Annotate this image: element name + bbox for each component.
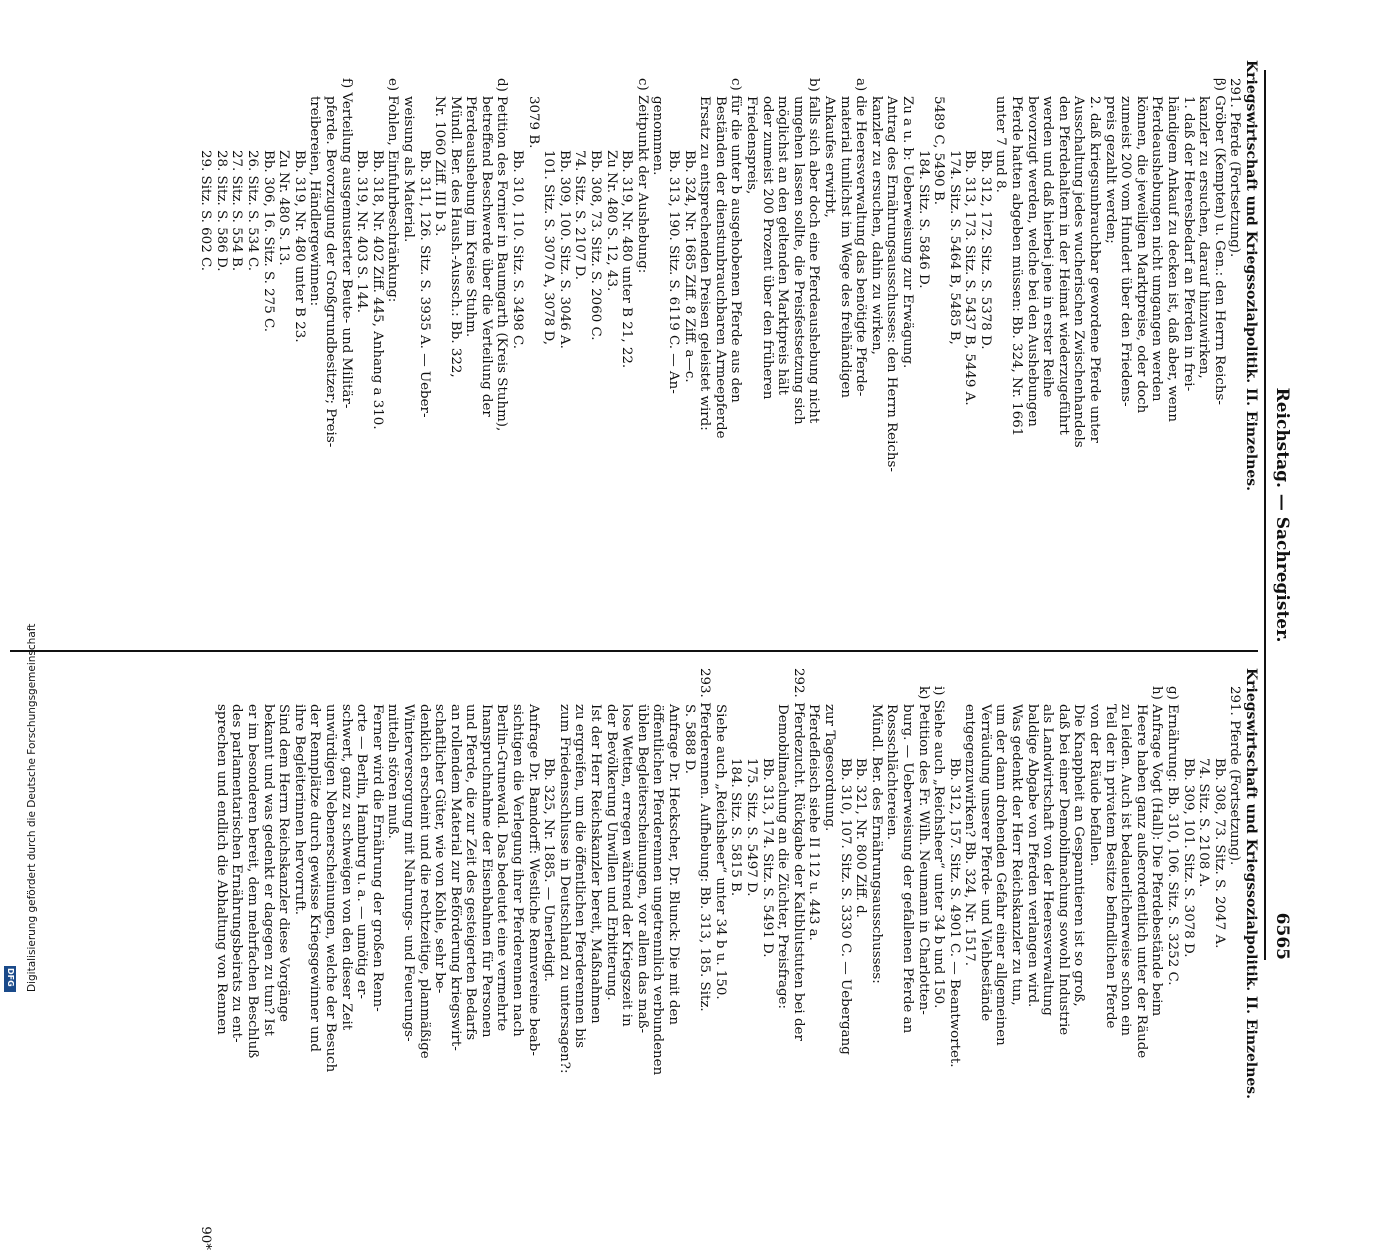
left-entry-line: Antrag des Ernährungsausschusses: den Herrn Reichs- — [884, 96, 900, 472]
right-entry-line: als Landwirtschaft von der Heeresverwaltung — [1040, 704, 1056, 1016]
footer-mark: 90* — [198, 1226, 214, 1250]
left-entry-line: 2. daß kriegsunbrauchbar gewordene Pferde unter — [1087, 96, 1103, 443]
right-entry-line: unwürdigen Nebenerscheinungen, welche der Besuch — [322, 704, 338, 1073]
running-head-title: Reichstag. — Sachregister. — [1272, 387, 1292, 643]
right-entry-line: orte — Berlin, Hamburg u. a. — unnötig er- — [354, 704, 370, 999]
left-entry-line: Bb. 319, Nr. 480 unter B 23. — [291, 150, 307, 343]
right-entry-line: Mündl. Ber. des Ernährungsausschusses: — [868, 704, 884, 984]
right-entry-line: baldige Abgabe von Pferden verlangen wird. — [1024, 704, 1040, 1008]
left-entry-line: 74. Sitz. S. 2107 D. — [572, 150, 588, 281]
left-entry-line: a) die Heeresverwaltung das benötigte Pferde- — [853, 78, 869, 397]
right-entry-line: um der dann drohenden Gefahr einer allgemeinen — [993, 704, 1009, 1046]
left-entry-line: Bb. 311, 126. Sitz. S. 3935 A. — Ueber- — [416, 150, 432, 418]
right-entry-line: des parlamentarischen Ernährungsbeirats zu ent- — [229, 704, 245, 1043]
right-entry-line: Heere haben ganz außerordentlich unter der Räude — [1133, 704, 1149, 1059]
right-entry-line: Bb. 309, 101. Sitz. S. 3078 D. — [1180, 758, 1196, 958]
right-entry-line: der Bevölkerung Unwillen und Erbitterung. — [603, 704, 619, 1001]
left-entry-line: Mündl. Ber. des Haush.-Aussch.: Bb. 322, — [447, 96, 463, 378]
left-entry-line: Bb. 306, 16. Sitz. S. 275 C. — [260, 150, 276, 333]
left-entry-line: Bb. 310, 110. Sitz. S. 3498 C. — [510, 150, 526, 350]
left-entry-line: treibereien, Händlergewinnen: — [307, 96, 323, 307]
funding-sidenote — [0, 0, 40, 1000]
left-entry-line: 28. Sitz. S. 586 D. — [213, 150, 229, 272]
right-entry-line: Bb. 308, 73. Sitz. S. 2047 A. — [1211, 758, 1227, 949]
right-entry-line: Die Knappheit an Gespanntieren ist so groß, — [1071, 704, 1087, 1007]
right-section-heading: Kriegswirtschaft und Kriegssozialpolitik. II. Einzelnes. — [1243, 668, 1259, 1100]
right-entry-line: 184. Sitz. S. 5815 B. — [728, 758, 744, 897]
right-entry-line: schaftlicher Güter, wie von Kohle, sehr be- — [432, 704, 448, 994]
right-entry-line: denklich erscheint und die rechtzeitige, planmäßige — [416, 704, 432, 1059]
right-entry-line: Bb. 312, 157. Sitz. S. 4901 C. — Beantwortet. — [946, 758, 962, 1068]
left-entry-line: Bb. 313, 173. Sitz. S. 5437 B, 5449 A. — [962, 150, 978, 406]
right-entry-line: an rollendem Material zur Beförderung kriegswirt- — [447, 704, 463, 1051]
left-entry-line: 101. Sitz. S. 3070 A, 3078 D, — [541, 150, 557, 346]
right-entry-line: daß bei einer Demobilmachung sowohl Industrie — [1055, 704, 1071, 1036]
right-entry-line: i) Siehe auch „Reichsheer“ unter 34 b und 150. — [931, 686, 947, 1009]
right-entry-line: zum Friedensschlusse in Deutschland zu untersagen?: — [556, 704, 572, 1074]
right-entry-line: Inanspruchnahme der Eisenbahnen für Personen — [478, 704, 494, 1038]
right-subheading: 291. Pferde (Fortsetzung). — [1227, 686, 1243, 866]
right-entry-line: sprechen und endlich die Abhaltung von Rennen — [213, 704, 229, 1035]
left-entry-line: Beständen der dienstunbrauchbaren Armeepferde — [712, 96, 728, 439]
left-entry-line: Zu Nr. 480 S. 13. — [276, 150, 292, 266]
right-column — [198, 668, 1258, 1258]
left-entry-list — [198, 60, 1227, 620]
left-entry-line: kanzler zu ersuchen, dahin zu wirken, — [868, 96, 884, 355]
right-entry-line: bekannt und was gedenkt er dagegen zu tun? Ist — [260, 704, 276, 1037]
right-entry-line: Pferdefleisch siehe II 112 u. 443 a. — [806, 704, 822, 941]
right-entry-line: Bb. 310, 107. Sitz. S. 3330 C. — Uebergang — [837, 758, 853, 1055]
left-section-heading: Kriegswirtschaft und Kriegssozialpolitik. II. Einzelnes. — [1243, 60, 1259, 492]
right-entry-line: mitteln stören muß. — [385, 704, 401, 839]
right-entry-line: sichtigen die Verlegung ihrer Pferderennen nach — [510, 704, 526, 1037]
left-entry-line: werden und daß hierbei jene in erster Reihe — [1040, 96, 1056, 398]
right-entry-line: Bb. 321, Nr. 800 Ziff. d. — [853, 758, 869, 918]
left-entry-line: Zu Nr. 480 S. 12, 43. — [603, 150, 619, 292]
left-entry-line: 5489 C, 5490 B. — [931, 96, 947, 206]
right-entry-line: Berlin-Grunewald. Das bedeutet eine vermehrte — [494, 704, 510, 1032]
right-entry-line: öffentlichen Pferderennen ungetrennlich verbundenen — [650, 704, 666, 1076]
right-entry-line: 175. Sitz. S. 5497 D. — [744, 758, 759, 897]
left-entry-line: β) Gröber (Kempten) u. Gen.: den Herrn Reichs- — [1211, 78, 1227, 405]
left-entry-line: f) Verteilung ausgemusterter Beute- und Militär- — [338, 78, 354, 409]
header-rule — [1264, 70, 1266, 960]
left-entry-line: Bb. 318, Nr. 402 Ziff. 445, Anhang a 310. — [369, 150, 385, 430]
right-entry-line: Was gedenkt der Herr Reichskanzler zu tun, — [1009, 704, 1025, 1006]
right-entry-line: Bb. 313, 174. Sitz. S. 5491 D. — [759, 758, 775, 958]
left-subheading: 291. Pferde (Fortsetzung). — [1227, 78, 1243, 258]
right-entry-line: der Rennplätze durch gewisse Kriegsgewinner und — [307, 704, 323, 1052]
left-entry-line: bevorzugt werden, welche bei den Aushebungen — [1024, 96, 1040, 427]
right-entry-line: zu leiden. Auch ist bedauerlicherweise schon ein — [1118, 704, 1134, 1037]
right-entry-line: burg. — Ueberweisung der gefallenen Pferde an — [899, 704, 915, 1034]
right-entry-list — [213, 668, 1227, 1258]
left-entry-line: kanzler zu ersuchen, darauf hinzuwirken, — [1196, 96, 1212, 379]
right-entry-line: Winterversorgung mit Nahrungs- und Feuerungs- — [400, 704, 416, 1042]
left-entry-line: c) Zeitpunkt der Aushebung: — [634, 78, 650, 274]
left-column — [198, 60, 1258, 620]
right-entry-line: k) Petition des Fr. Wilh. Neumann in Charlotten- — [915, 686, 931, 1015]
left-entry-line: 1. daß der Heeresbedarf an Pferden in frei- — [1180, 96, 1196, 392]
left-entry-line: material tunlichst im Wege des freihändigen — [837, 96, 853, 399]
left-entry-line: d) Petition des Fornier in Baumgarth (Kreis Stuhm), — [494, 78, 510, 432]
right-entry-line: 292. Pferdezucht. Rückgabe der Kaltblutstuten bei der — [790, 668, 806, 1041]
left-entry-line: unter 7 und 8. — [993, 96, 1009, 193]
left-entry-line: Pferde hatten abgeben müssen: Bb. 324, Nr. 1661 — [1009, 96, 1025, 437]
left-entry-line: Ankaufes erwirbt, — [821, 96, 837, 218]
left-entry-line: Friedenspreis, — [744, 96, 759, 195]
right-entry-line: entgegenzuwirken? Bb. 324, Nr. 1517. — [962, 704, 978, 966]
left-entry-line: Nr. 1060 Ziff. III b 3. — [432, 96, 448, 237]
column-divider — [10, 650, 1258, 652]
left-entry-line: c) für die unter b ausgehobenen Pferde aus den — [728, 78, 744, 403]
left-entry-line: Bb. 313, 190. Sitz. S. 6119 C. — An- — [666, 150, 682, 394]
page-number: 6565 — [1272, 912, 1292, 960]
right-entry-line: Anfrage Dr. Bamdorff: Westliche Rennvereine beab- — [525, 704, 541, 1056]
left-entry-line: 29. Sitz. S. 602 C. — [198, 150, 214, 272]
left-entry-line: weisung als Material. — [400, 96, 416, 243]
left-entry-line: Pferdeaushebung im Kreise Stuhm. — [463, 96, 479, 338]
right-entry-line: Ist der Herr Reichskanzler bereit, Maßnahmen — [588, 704, 604, 1024]
right-entry-line: schwert, ganz zu schweigen von den dieser Zeit — [338, 704, 354, 1031]
left-entry-line: Bb. 324, Nr. 1685 Ziff. 8 Ziff. a—c. — [681, 150, 697, 383]
left-entry-line: 3079 B. — [525, 96, 541, 149]
right-entry-line: er im besonderen bereit, dem mehrfachen Beschluß — [245, 704, 260, 1059]
left-entry-line: b) falls sich aber doch eine Pferdeaushebung nicht — [806, 78, 822, 424]
right-entry-line: Anfrage Dr. Heckscher, Dr. Blunck: Die mit den — [666, 704, 682, 1026]
right-entry-line: Sind dem Herrn Reichskanzler diese Vorgänge — [276, 704, 292, 1022]
left-entry-line: umgehen lassen sollte, die Preisfestsetzung sich — [790, 96, 806, 425]
right-entry-line: Siehe auch „Reichsheer“ unter 34 b u. 150. — [712, 704, 728, 1000]
left-entry-line: händigem Ankauf zu decken ist, daß aber, wenn — [1165, 96, 1181, 422]
right-entry-line: 74. Sitz. S. 2108 A. — [1196, 758, 1212, 888]
right-entry-line: und Pferde, die zur Zeit des gesteigerten Bedarfs — [463, 704, 479, 1041]
right-entry-line: üblen Begleiterscheinungen, vor allem das maß- — [634, 704, 650, 1034]
right-entry-line: lose Wetten, erregen während der Kriegszeit in — [619, 704, 635, 1027]
left-entry-line: Bb. 308, 73. Sitz. S. 2060 C. — [588, 150, 604, 341]
left-entry-line: Pferdeaushebungen nicht umgangen werden — [1149, 96, 1165, 402]
left-entry-line: Bb. 319, Nr. 403 S. 144. — [354, 150, 370, 313]
dfg-logo-text: DFG — [6, 968, 15, 987]
left-entry-line: Bb. 309, 100. Sitz. S. 3046 A. — [556, 150, 572, 349]
running-head — [1268, 70, 1292, 960]
right-entry-line: 293. Pferderennen. Aufhebung: Bb. 313, 185. Sitz. — [697, 668, 713, 1012]
left-entry-line: preis gezahlt werden; — [1102, 96, 1118, 244]
right-entry-line: Bb. 325, Nr. 1885. — Unerledigt. — [541, 758, 557, 982]
left-entry-line: zumeist 200 vom Hundert über den Friedens- — [1118, 96, 1134, 407]
left-entry-line: Zu a u. b: Ueberweisung zur Erwägung. — [899, 96, 915, 369]
left-entry-line: 27. Sitz. S. 554 B. — [229, 150, 245, 272]
right-entry-line: Rossschlächtereien. — [884, 704, 900, 840]
right-entry-line: Ferner wird die Ernährung der großen Renn- — [369, 704, 385, 1012]
left-entry-line: betreffend Beschwerde über die Verteilung der — [478, 96, 494, 417]
left-entry-line: 184. Sitz. S. 5846 D. — [915, 150, 931, 289]
left-entry-line: 174. Sitz. S. 5464 B, 5485 B, — [946, 150, 962, 345]
right-entry-line: zu ergreifen, um die öffentlichen Pferderennen bis — [572, 704, 588, 1048]
funding-note-text: Digitalisierung gefördert durch die Deutsche Forschungsgemeinschaft — [26, 623, 38, 992]
left-entry-line: pferde. Bevorzugung der Großgrundbesitzer; Preis- — [322, 96, 338, 448]
left-entry-line: 26. Sitz. S. 534 C. — [245, 150, 260, 272]
right-entry-line: Demobilmachung an die Züchter, Preisfrage: — [775, 704, 791, 1009]
right-entry-line: ihre Begleiterinnen hervorruft. — [291, 704, 307, 915]
right-entry-line: von der Räude befallen. — [1087, 704, 1103, 867]
left-entry-line: oder zumeist 200 Prozent über den früheren — [759, 96, 775, 400]
right-entry-line: h) Anfrage Vogt (Hall): Die Pferdebestände beim — [1149, 686, 1165, 1017]
left-entry-line: e) Fohlen, Einfuhrbeschränkung: — [385, 78, 401, 303]
right-entry-line: S. 5888 D. — [681, 704, 697, 775]
dfg-logo-icon — [4, 966, 16, 992]
right-entry-line: Verräudung unserer Pferde- und Viehbestände — [977, 704, 993, 1022]
left-entry-line: Ausschaltung jedes wucherischen Zwischenhandels — [1071, 96, 1087, 448]
left-entry-line: Bb. 312, 172. Sitz. S. 5378 D. — [977, 150, 993, 350]
left-entry-line: können, die jeweiligen Marktpreise, oder doch — [1133, 96, 1149, 414]
right-entry-line: g) Ernährung: Bb. 310, 106. Sitz. S. 3252 C. — [1165, 686, 1181, 986]
left-entry-line: möglichst an den geltenden Marktpreis hält — [775, 96, 791, 396]
right-entry-line: Teil der in privatem Besitze befindlichen Pferde — [1102, 704, 1118, 1029]
left-entry-line: Bb. 319, Nr. 480 unter B 21, 22. — [619, 150, 635, 369]
left-entry-line: den Pferdehaltern in der Heimat wiederzugeführt — [1055, 96, 1071, 435]
left-entry-line: genommen. — [650, 96, 666, 176]
left-entry-line: Ersatz zu entsprechenden Preisen geleistet wird: — [697, 96, 713, 431]
right-entry-line: zur Tagesordnung. — [821, 704, 837, 832]
